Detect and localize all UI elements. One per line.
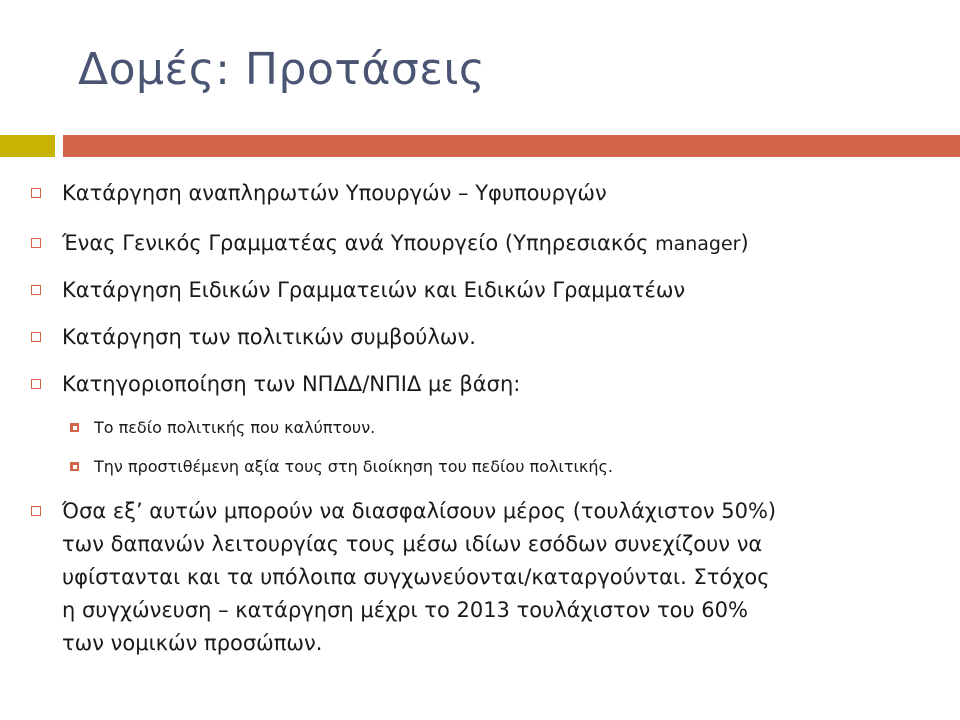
bullet-text-line: υφίστανται και τα υπόλοιπα συγχωνεύονται/καταργούνται. Στόχος: [62, 565, 770, 589]
bullet-text-line: Όσα εξ’ αυτών μπορούν να διασφαλίσουν μέρος (τουλάχιστον 50%): [62, 499, 777, 523]
hollow-square-icon: [31, 285, 41, 295]
hollow-square-icon: [31, 238, 41, 248]
slide-title: Δομές: Προτάσεις: [78, 44, 486, 95]
bullet-text-line: των νομικών προσώπων.: [62, 631, 323, 655]
bullet-text-latin: manager: [655, 233, 741, 255]
bullet-item: [62, 369, 942, 400]
sub-bullet-item: [94, 416, 934, 440]
sub-bullet-item: [94, 455, 934, 479]
bullet-text: Κατάργηση αναπληρωτών Υπουργών – Υφυπουργών: [62, 181, 607, 205]
hollow-square-icon: [31, 188, 41, 198]
bullet-item: [62, 322, 942, 353]
filled-square-icon: [70, 423, 79, 432]
sub-bullet-text: Την προστιθέμενη αξία τους στη διοίκηση του πεδίου πολιτικής.: [94, 457, 613, 476]
sub-bullet-text: Το πεδίο πολιτικής που καλύπτουν.: [94, 418, 376, 437]
bullet-text-end: ): [740, 231, 749, 255]
filled-square-icon: [70, 462, 79, 471]
bullet-text: Κατάργηση των πολιτικών συμβούλων.: [62, 325, 476, 349]
hollow-square-icon: [31, 332, 41, 342]
bullet-text-line: η συγχώνευση – κατάργηση μέχρι το 2013 τουλάχιστον του 60%: [62, 598, 748, 622]
bullet-item: [62, 178, 942, 209]
hollow-square-icon: [31, 506, 41, 516]
bullet-item: [62, 228, 942, 260]
bullet-text: Ένας Γενικός Γραμματέας ανά Υπουργείο (Υπηρεσιακός: [62, 231, 656, 255]
bullet-text: Κατάργηση Ειδικών Γραμματειών και Ειδικών Γραμματέων: [62, 278, 686, 302]
bullet-text-line: των δαπανών λειτουργίας τους μέσω ιδίων εσόδων συνεχίζουν να: [62, 532, 763, 556]
bullet-text: Κατηγοριοποίηση των ΝΠΔΔ/ΝΠΙΔ με βάση:: [62, 372, 521, 396]
hollow-square-icon: [31, 379, 41, 389]
bullet-item: [62, 275, 942, 306]
bullet-item-long: [62, 495, 942, 660]
